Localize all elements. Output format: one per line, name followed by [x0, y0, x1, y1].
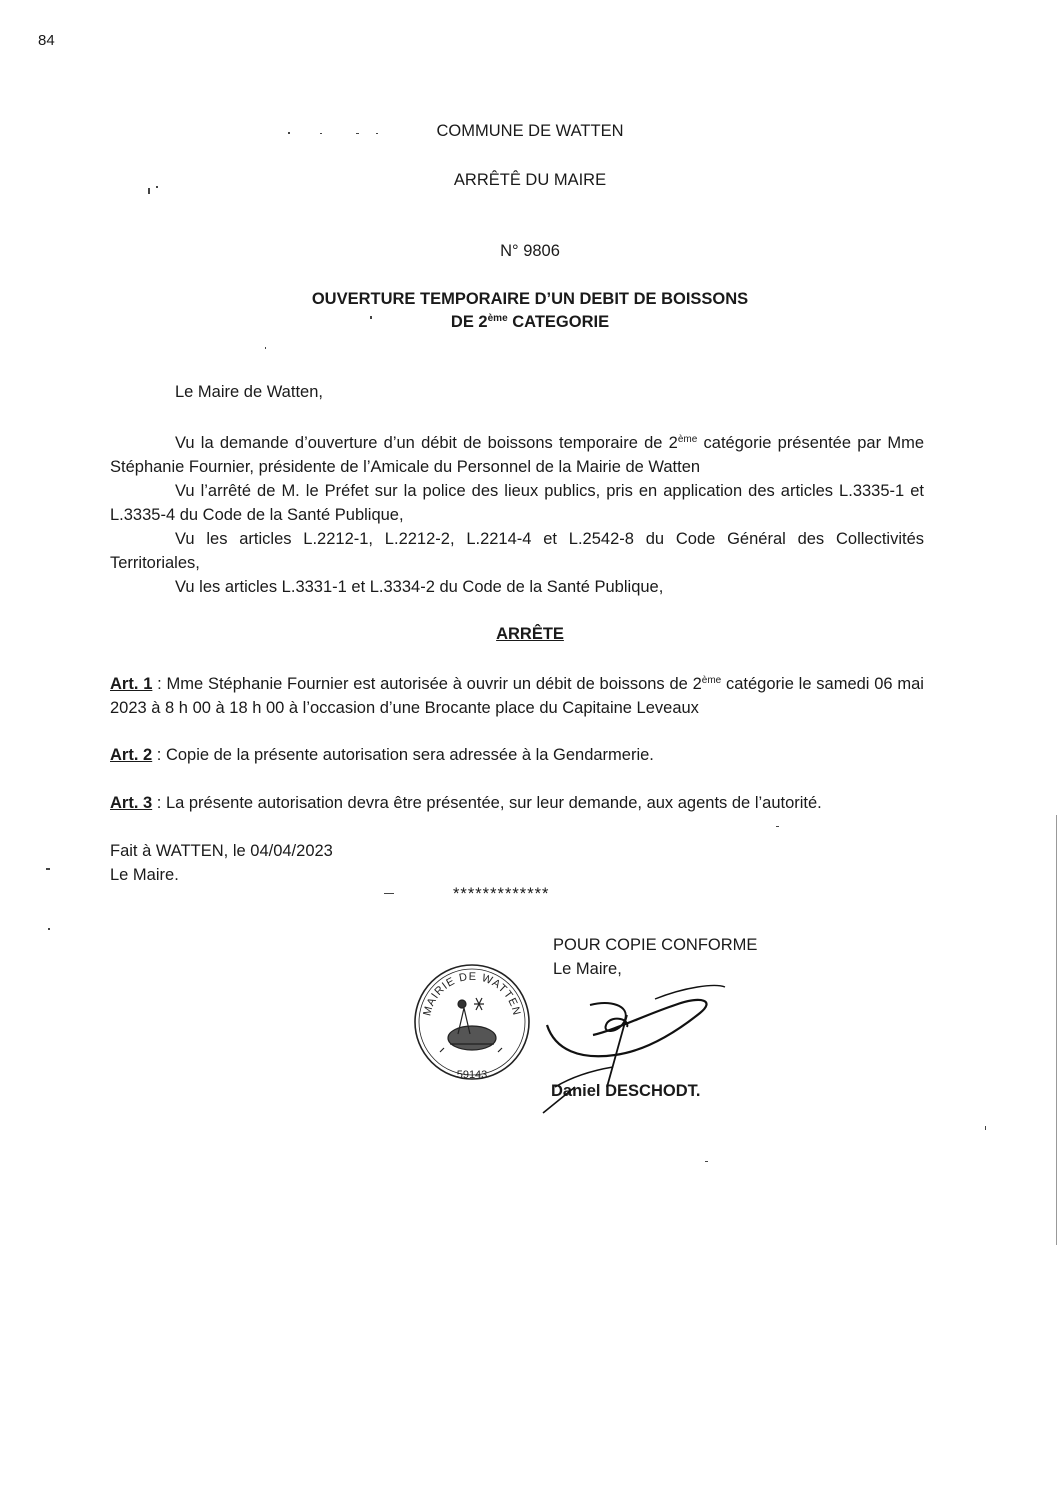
scan-speck [265, 347, 266, 349]
title-line-1: OUVERTURE TEMPORAIRE D’UN DEBIT DE BOISSONS [311, 290, 749, 308]
page-number: 84 [38, 32, 55, 49]
vu-paragraph-3: Vu les articles L.2212-1, L.2212-2, L.2214-4 et L.2542-8 du Code Général des Collectivités Territoriales, [110, 530, 924, 572]
vu-paragraph-4: Vu les articles L.3331-1 et L.3334-2 du Code de la Santé Publique, [175, 578, 664, 596]
arrete-du-maire-heading: ARRÊTÊ DU MAIRE [453, 171, 607, 189]
commune-heading: COMMUNE DE WATTEN [436, 122, 624, 140]
article-3: Art. 3 : La présente autorisation devra être présentée, sur leur demande, aux agents de l’autorité. [110, 794, 822, 812]
scan-speck [776, 826, 779, 827]
le-maire-closing: Le Maire. [110, 866, 179, 884]
svg-text:MAIRIE DE WATTEN: MAIRIE DE WATTEN [421, 970, 523, 1018]
scan-speck [384, 893, 394, 894]
scan-speck [288, 132, 290, 134]
svg-text:59143: 59143 [456, 1069, 488, 1081]
scan-speck [985, 1126, 986, 1130]
arrete-heading: ARRÊTE [496, 625, 564, 643]
scan-speck [148, 188, 150, 194]
scan-speck [705, 1161, 708, 1162]
vu-paragraph-2: Vu l’arrêté de M. le Préfet sur la police des lieux publics, pris en application des articles L.3335-1 et L.3335-4 du Code de la Santé Publique, [110, 482, 924, 524]
scan-speck [320, 133, 322, 134]
title-line-2: DE 2ème CATEGORIE [450, 313, 610, 331]
handwritten-signature [535, 975, 735, 1125]
scan-speck [46, 868, 50, 870]
municipal-seal [410, 958, 530, 1088]
pour-copie-conforme: POUR COPIE CONFORME [553, 936, 758, 954]
scan-speck [156, 186, 158, 188]
signature-le-maire: Le Maire, [553, 960, 622, 978]
vu-paragraph-1: Vu la demande d’ouverture d’un débit de boissons temporaire de 2ème catégorie présentée par Mme Stéphanie Fournier, présidente de l’Amicale du Personnel de la Mairie de Watten [110, 434, 924, 476]
article-1: Art. 1 : Mme Stéphanie Fournier est autorisée à ouvrir un débit de boissons de 2ème catégorie le samedi 06 mai 2023 à 8 h 00 à 18 h 00 à l’occasion d’une Brocante place du Capitaine Leveaux [110, 675, 924, 717]
mayor-name: Daniel DESCHODT. [551, 1082, 701, 1100]
stars-separator: ************* [453, 885, 550, 903]
fait-a-line: Fait à WATTEN, le 04/04/2023 [110, 842, 333, 860]
scan-edge [1056, 815, 1057, 1245]
arrete-number: N° 9806 [500, 242, 560, 260]
scan-speck [48, 928, 50, 930]
article-2: Art. 2 : Copie de la présente autorisation sera adressée à la Gendarmerie. [110, 746, 654, 764]
intro-text: Le Maire de Watten, [175, 383, 323, 401]
